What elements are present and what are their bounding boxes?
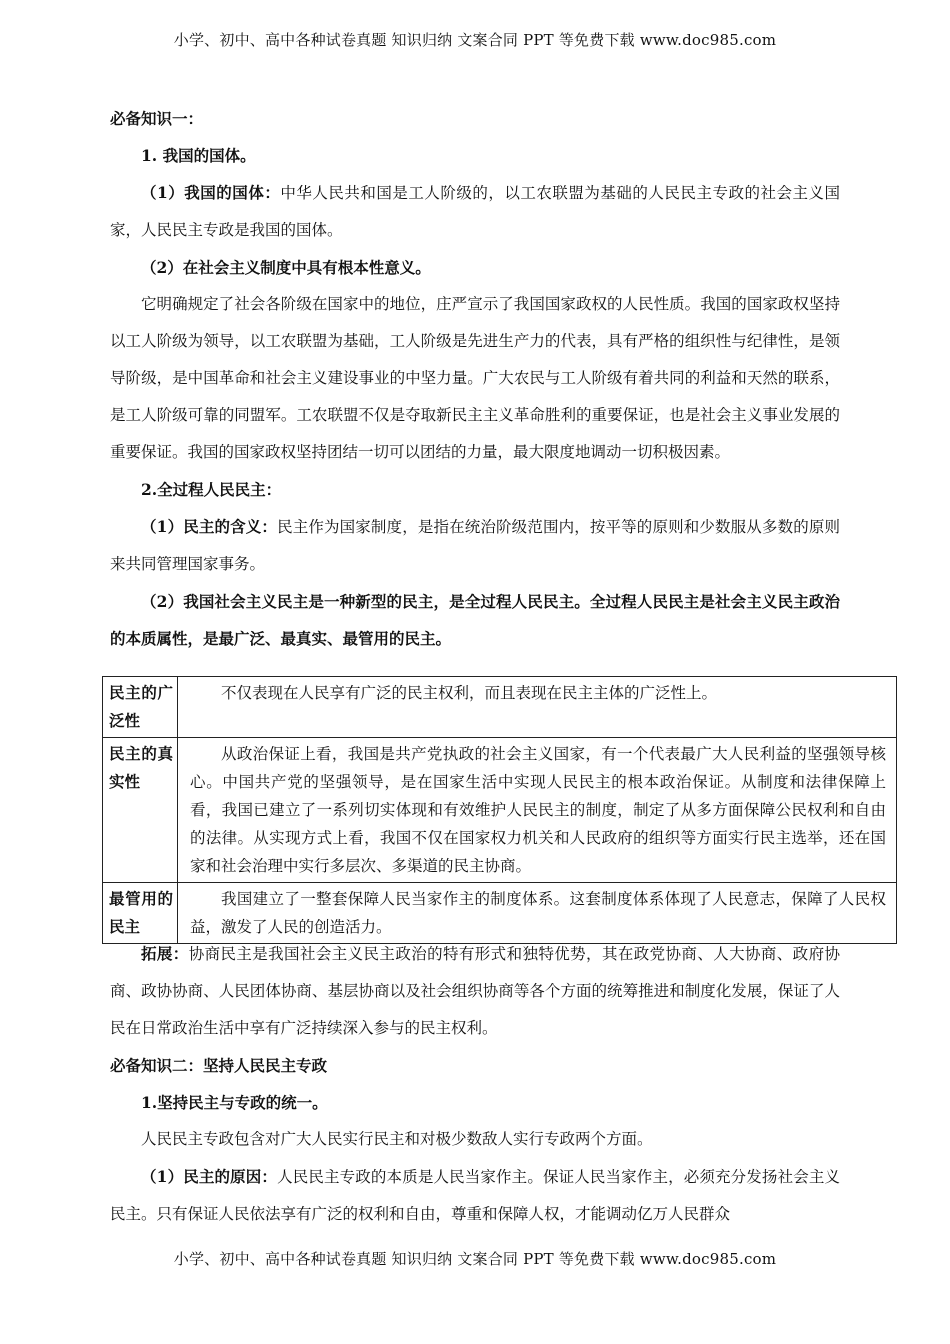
page-footer: 小学、初中、高中各种试卷真题 知识归纳 文案合同 PPT 等免费下载 www.doc985.com	[173, 1250, 777, 1268]
text: 协商民主是我国社会主义民主政治的特有形式和独特优势，其在政党协商、人大协商、政府协商、政协协商、人民团体协商、基层协商以及社会组织协商等各个方面的统筹推进和制度化发展，保证了人民在日常政治生活中享有广泛持续深入参与的民主权利。	[110, 945, 840, 1037]
table-row	[103, 677, 897, 738]
row-head: 民主的真实性	[103, 738, 178, 883]
label: 拓展：	[141, 944, 189, 963]
table-row	[103, 738, 897, 883]
paragraph-democracy-meaning	[110, 508, 840, 583]
row-body: 从政治保证上看，我国是共产党执政的社会主义国家，有一个代表最广大人民利益的坚强领导核心。中国共产党的坚强领导，是在国家生活中实现人民民主的根本政治保证。从制度和法律保障上看，我国已建立了一系列切实体现和有效维护人民民主的制度，制定了从多方面保障公民权利和自由的法律。从实现方式上看，我国不仅在国家权力机关和人民政府的组织等方面实行民主选举，还在国家和社会治理中实行多层次、多渠道的民主协商。	[178, 738, 897, 883]
section-title: 必备知识二：坚持人民民主专政	[110, 1056, 328, 1075]
paragraph-democracy-reason	[110, 1158, 840, 1233]
paragraph-two-aspects: 人民民主专政包含对广大人民实行民主和对极少数敌人实行专政两个方面。	[141, 1130, 653, 1148]
label: （1）我国的国体：	[141, 183, 281, 202]
label: （1）民主的原因：	[141, 1167, 278, 1186]
row-body: 不仅表现在人民享有广泛的民主权利，而且表现在民主主体的广泛性上。	[178, 677, 897, 738]
text: 中华人民共和国是工人阶级的，以工农联盟为基础的人民民主专政的社会主义国家，人民民主专政是我国的国体。	[110, 184, 840, 239]
section-two	[110, 935, 840, 1233]
section-title: 必备知识一：	[110, 109, 204, 128]
heading-unity: 1.坚持民主与专政的统一。	[141, 1093, 328, 1112]
section-one	[110, 100, 840, 657]
paragraph-extension	[110, 935, 840, 1047]
heading-state-system: 1. 我国的国体。	[141, 146, 256, 165]
row-body: 我国建立了一整套保障人民当家作主的制度体系。这套制度体系体现了人民意志，保障了人民权益，激发了人民的创造活力。	[178, 883, 897, 944]
subheading-significance: （2）在社会主义制度中具有根本性意义。	[141, 258, 431, 277]
row-head: 民主的广泛性	[103, 677, 178, 738]
paragraph-state-system	[110, 174, 840, 249]
paragraph-new-democracy: （2）我国社会主义民主是一种新型的民主，是全过程人民民主。全过程人民民主是社会主义民主政治的本质属性，是最广泛、最真实、最管用的民主。	[110, 592, 840, 648]
row-head: 最管用的民主	[103, 883, 178, 944]
label: （1）民主的含义：	[141, 517, 278, 536]
paragraph-significance: 它明确规定了社会各阶级在国家中的地位，庄严宣示了我国国家政权的人民性质。我国的国家政权坚持以工人阶级为领导，以工农联盟为基础，工人阶级是先进生产力的代表，具有严格的组织性与纪律性，是领导阶级，是中国革命和社会主义建设事业的中坚力量。广大农民与工人阶级有着共同的利益和天然的联系，是工人阶级可靠的同盟军。工农联盟不仅是夺取新民主主义革命胜利的重要保证，也是社会主义事业发展的重要保证。我国的国家政权坚持团结一切可以团结的力量，最大限度地调动一切积极因素。	[110, 295, 840, 461]
text: 人民民主专政的本质是人民当家作主。保证人民当家作主，必须充分发扬社会主义民主。只有保证人民依法享有广泛的权利和自由，尊重和保障人权，才能调动亿万人民群众	[110, 1168, 840, 1223]
heading-whole-process-democracy: 2.全过程人民民主：	[141, 480, 282, 499]
text: 民主作为国家制度，是指在统治阶级范围内，按平等的原则和少数服从多数的原则来共同管理国家事务。	[110, 518, 840, 573]
democracy-table	[102, 676, 897, 944]
page-header: 小学、初中、高中各种试卷真题 知识归纳 文案合同 PPT 等免费下载 www.doc985.com	[173, 31, 777, 49]
